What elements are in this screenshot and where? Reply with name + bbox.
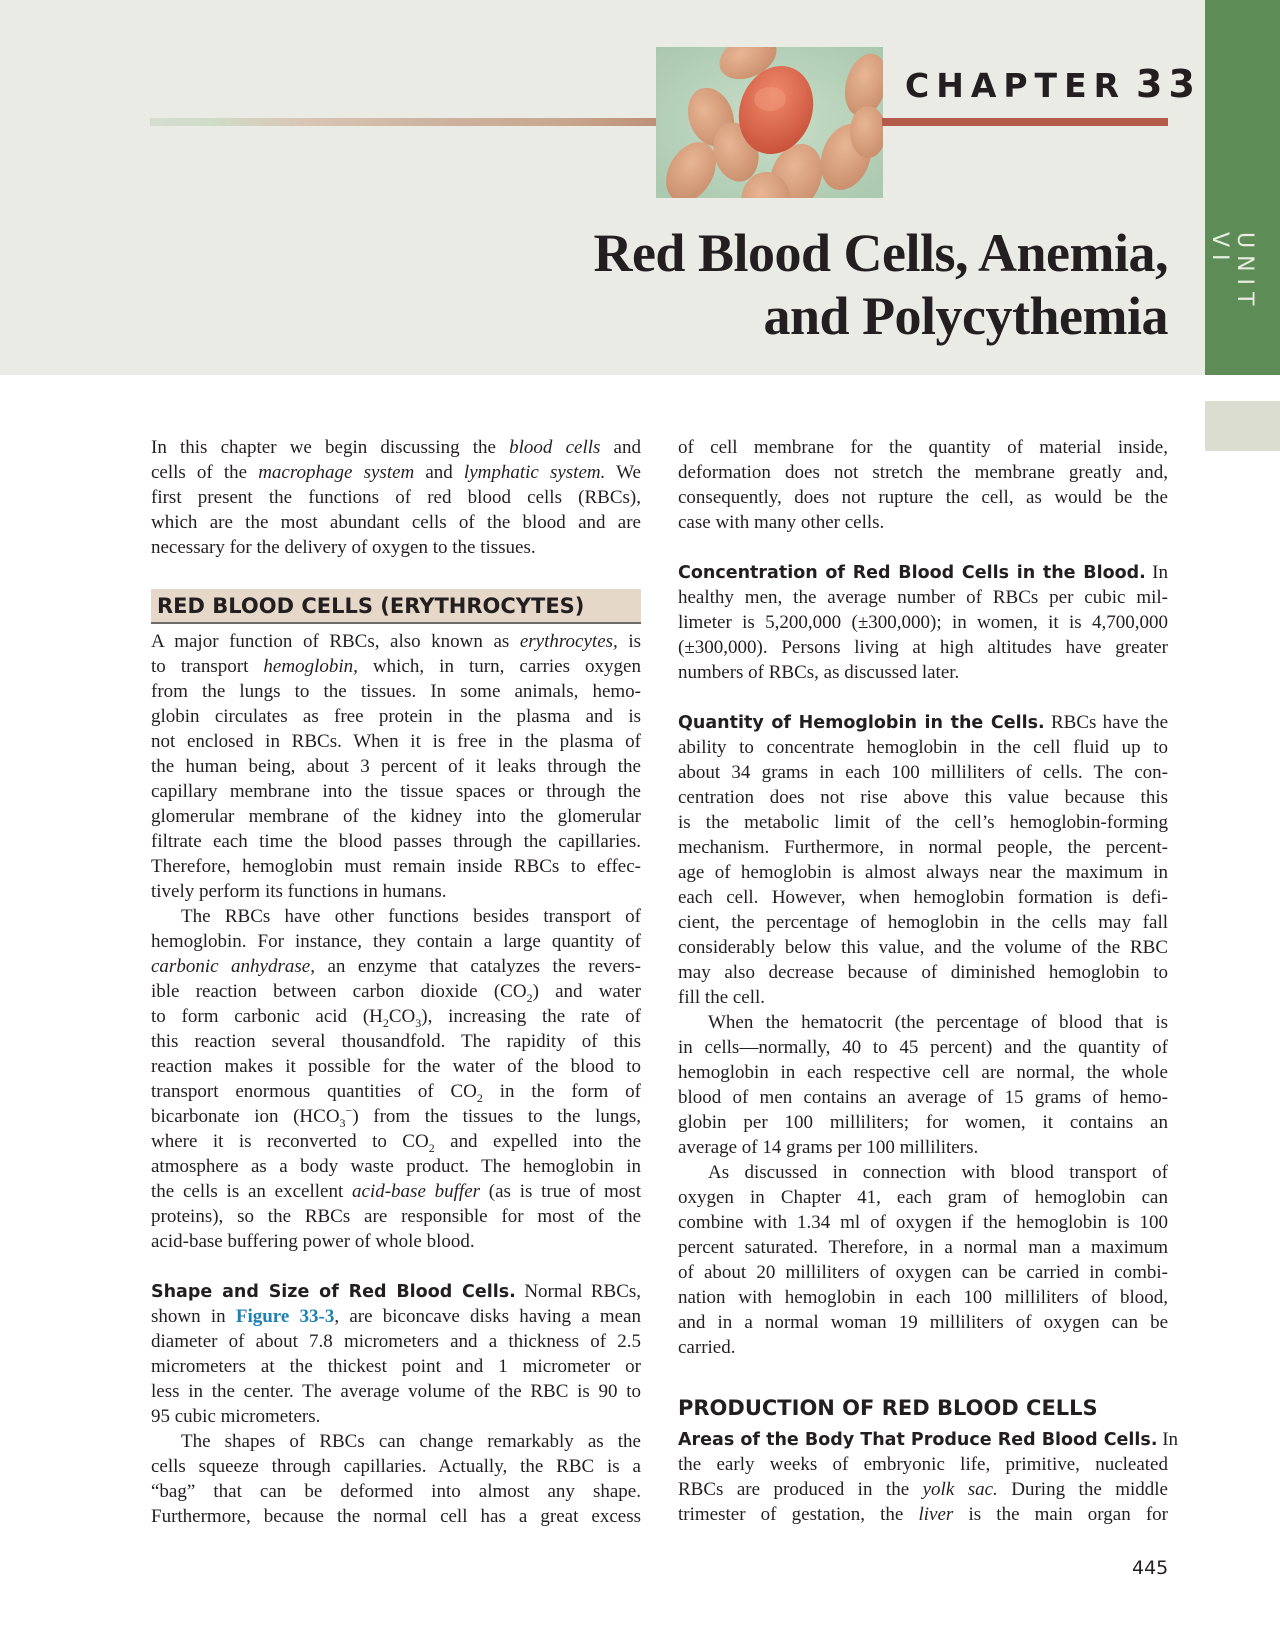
chapter-label xyxy=(905,62,1201,112)
spacer xyxy=(678,535,1168,560)
spacer xyxy=(151,1254,641,1279)
text-line: may also decrease because of diminished hemoglobin to xyxy=(678,962,1168,983)
text-line: Shape and Size of Red Blood Cells. Normal RBCs, xyxy=(151,1281,642,1302)
paragraph-areas xyxy=(678,1427,1179,1527)
chapter-word: CHAPTER xyxy=(905,66,1127,105)
text-line: limeter is 5,200,000 (±300,000); in women, it is 4,700,000 xyxy=(678,612,1168,633)
text-line: age of hemoglobin is almost always near the maximum in xyxy=(678,862,1168,883)
text-line: micrometers at the thickest point and 1 micrometer or xyxy=(151,1356,641,1377)
left-column xyxy=(151,435,641,1529)
unit-tab-secondary-block xyxy=(1205,401,1280,451)
text-line: bicarbonate ion $(HCO_3^-)$ from the tissues to the lungs, xyxy=(151,1103,641,1130)
text-line: and in a normal woman 19 milliliters of oxygen can be xyxy=(678,1312,1168,1333)
text-line: mechanism. Furthermore, in normal people, the percent- xyxy=(678,837,1168,858)
intro-paragraph xyxy=(151,435,641,560)
text-line: diameter of about 7.8 micrometers and a thickness of 2.5 xyxy=(151,1331,641,1352)
text-line: case with many other cells. xyxy=(678,512,885,533)
text-line: considerably below this value, and the volume of the RBC xyxy=(678,937,1168,958)
section-heading-red-blood-cells: RED BLOOD CELLS (ERYTHROCYTES) xyxy=(151,589,641,624)
paragraph-oxygen-capacity xyxy=(678,1160,1168,1360)
text-line: of cell membrane for the quantity of material inside, xyxy=(678,437,1168,458)
text-line: cells of the macrophage system and lymphatic system. We xyxy=(151,462,641,483)
text-line: ible reaction between carbon dioxide $(CO_2)$ and water xyxy=(151,981,641,1005)
text-line: carried. xyxy=(678,1337,736,1358)
text-line: to transport hemoglobin, which, in turn, carries oxygen xyxy=(151,656,641,677)
text-line: Concentration of Red Blood Cells in the Blood. In xyxy=(678,562,1168,583)
rbc-illustration-icon xyxy=(656,47,883,198)
text-line: centration does not rise above this value because this xyxy=(678,787,1168,808)
text-line: transport enormous quantities of $CO_2$ in the form of xyxy=(151,1081,641,1105)
text-line: RBCs are produced in the yolk sac. During the middle xyxy=(678,1479,1168,1500)
text-line: globin circulates as free protein in the plasma and is xyxy=(151,706,641,727)
decorative-rule-left xyxy=(150,118,656,126)
text-line: atmosphere as a body waste product. The hemoglobin in xyxy=(151,1156,641,1177)
text-line: In this chapter we begin discussing the blood cells and xyxy=(151,437,641,458)
paragraph-function xyxy=(151,629,641,904)
text-line: Quantity of Hemoglobin in the Cells. RBCs have the xyxy=(678,712,1169,733)
text-line: first present the functions of red blood cells (RBCs), xyxy=(151,487,641,508)
text-line: reaction makes it possible for the water of the blood to xyxy=(151,1056,641,1077)
text-line: ability to concentrate hemoglobin in the cell fluid up to xyxy=(678,737,1168,758)
runin-heading-shape-size: Shape and Size of Red Blood Cells. xyxy=(151,1282,516,1302)
text-line: fill the cell. xyxy=(678,987,766,1008)
text-line: percent saturated. Therefore, in a normal man a maximum xyxy=(678,1237,1168,1258)
text-line: to form carbonic acid $(H_2CO_3)$, increasing the rate of xyxy=(151,1006,642,1030)
text-line: Areas of the Body That Produce Red Blood Cells. In xyxy=(678,1429,1179,1450)
text-line: globin per 100 milliliters; for women, it contains an xyxy=(678,1112,1168,1133)
unit-tab-label: UNIT VI xyxy=(1207,232,1257,313)
text-line: glomerular membrane of the kidney into the glomerular xyxy=(151,806,641,827)
chapter-title-line-2: and Polycythemia xyxy=(763,286,1168,346)
text-line: about 34 grams in each 100 milliliters of cells. The con- xyxy=(678,762,1168,783)
text-line: A major function of RBCs, also known as erythrocytes, is xyxy=(151,631,641,652)
chapter-title xyxy=(593,222,1168,348)
text-line: As discussed in connection with blood transport of xyxy=(708,1162,1168,1183)
chapter-number: 33 xyxy=(1136,62,1201,106)
page-number: 445 xyxy=(1132,1557,1169,1579)
text-line: The shapes of RBCs can change remarkably as the xyxy=(181,1431,641,1452)
paragraph-other-functions xyxy=(151,904,641,1254)
text-line: average of 14 grams per 100 milliliters. xyxy=(678,1137,979,1158)
chapter-title-line-1: Red Blood Cells, Anemia, xyxy=(593,223,1168,283)
paragraph-concentration xyxy=(678,560,1168,685)
text-line: combine with 1.34 ml of oxygen if the hemoglobin is 100 xyxy=(678,1212,1168,1233)
runin-heading-concentration: Concentration of Red Blood Cells in the Blood. xyxy=(678,563,1146,583)
paragraph-shape-size xyxy=(151,1279,641,1529)
text-line: necessary for the delivery of oxygen to the tissues. xyxy=(151,537,536,558)
text-line: this reaction several thousandfold. The rapidity of this xyxy=(151,1031,641,1052)
text-line: of about 20 milliliters of oxygen can be carried in combi- xyxy=(678,1262,1168,1283)
text-line: carbonic anhydrase, an enzyme that catalyzes the revers- xyxy=(151,956,641,977)
text-line: hemoglobin. For instance, they contain a large quantity of xyxy=(151,931,641,952)
text-line: The RBCs have other functions besides transport of xyxy=(181,906,641,927)
paragraph-continued xyxy=(678,435,1168,535)
text-line: which are the most abundant cells of the blood and are xyxy=(151,512,641,533)
spacer xyxy=(678,1360,1168,1385)
paragraph-hemoglobin xyxy=(678,710,1168,1010)
section-heading-production: PRODUCTION OF RED BLOOD CELLS xyxy=(678,1396,1098,1420)
text-line: “bag” that can be deformed into almost any shape. xyxy=(151,1481,641,1502)
paragraph-hematocrit xyxy=(678,1010,1168,1160)
text-line: deformation does not stretch the membrane greatly and, xyxy=(678,462,1168,483)
text-line: trimester of gestation, the liver is the main organ for xyxy=(678,1504,1168,1525)
text-line: nation with hemoglobin in each 100 milliliters of blood, xyxy=(678,1287,1168,1308)
text-line: capillary membrane into the tissue spaces or through the xyxy=(151,781,641,802)
chapter-rule xyxy=(882,118,1168,126)
text-line: where it is reconverted to $CO_2$ and expelled into the xyxy=(151,1131,642,1155)
text-line: 95 cubic micrometers. xyxy=(151,1406,321,1427)
text-line: the cells is an excellent acid-base buffer (as is true of most xyxy=(151,1181,641,1202)
text-line: tively perform its functions in humans. xyxy=(151,881,447,902)
text-line: When the hematocrit (the percentage of blood that is xyxy=(708,1012,1168,1033)
text-line: shown in Figure 33-3, are biconcave disks having a mean xyxy=(151,1306,641,1327)
text-line: the human being, about 3 percent of it leaks through the xyxy=(151,756,641,777)
red-blood-cells-illustration xyxy=(656,47,883,198)
runin-heading-areas: Areas of the Body That Produce Red Blood Cells. xyxy=(678,1430,1158,1450)
text-line: in cells—normally, 40 to 45 percent) and the quantity of xyxy=(678,1037,1168,1058)
text-line: each cell. However, when hemoglobin formation is defi- xyxy=(678,887,1168,908)
text-line: proteins), so the RBCs are responsible for most of the xyxy=(151,1206,641,1227)
text-line: Therefore, hemoglobin must remain inside RBCs to effec- xyxy=(151,856,641,877)
text-line: (±300,000). Persons living at high altitudes have greater xyxy=(678,637,1168,658)
text-line: numbers of RBCs, as discussed later. xyxy=(678,662,960,683)
text-line: from the lungs to the tissues. In some animals, hemo- xyxy=(151,681,641,702)
text-line: less in the center. The average volume of the RBC is 90 to xyxy=(151,1381,641,1402)
right-column xyxy=(678,435,1179,1527)
text-line: hemoglobin in each respective cell are normal, the whole xyxy=(678,1062,1168,1083)
figure-33-3-link[interactable]: Figure 33-3 xyxy=(235,1306,335,1327)
text-line: cient, the percentage of hemoglobin in the cells may fall xyxy=(678,912,1168,933)
text-line: blood of men contains an average of 15 grams of hemo- xyxy=(678,1087,1168,1108)
spacer xyxy=(678,685,1168,710)
runin-heading-hemoglobin: Quantity of Hemoglobin in the Cells. xyxy=(678,713,1045,733)
text-line: healthy men, the average number of RBCs per cubic mil- xyxy=(678,587,1168,608)
text-line: filtrate each time the blood passes through the capillaries. xyxy=(151,831,641,852)
text-line: consequently, does not rupture the cell, as would be the xyxy=(678,487,1168,508)
text-line: acid-base buffering power of whole blood. xyxy=(151,1231,475,1252)
text-line: is the metabolic limit of the cell’s hemoglobin-forming xyxy=(678,812,1168,833)
text-line: not enclosed in RBCs. When it is free in the plasma of xyxy=(151,731,641,752)
text-line: oxygen in Chapter 41, each gram of hemoglobin can xyxy=(678,1187,1168,1208)
text-line: cells squeeze through capillaries. Actually, the RBC is a xyxy=(151,1456,641,1477)
text-line: Furthermore, because the normal cell has a great excess xyxy=(151,1506,641,1527)
text-line: the early weeks of embryonic life, primitive, nucleated xyxy=(678,1454,1168,1475)
